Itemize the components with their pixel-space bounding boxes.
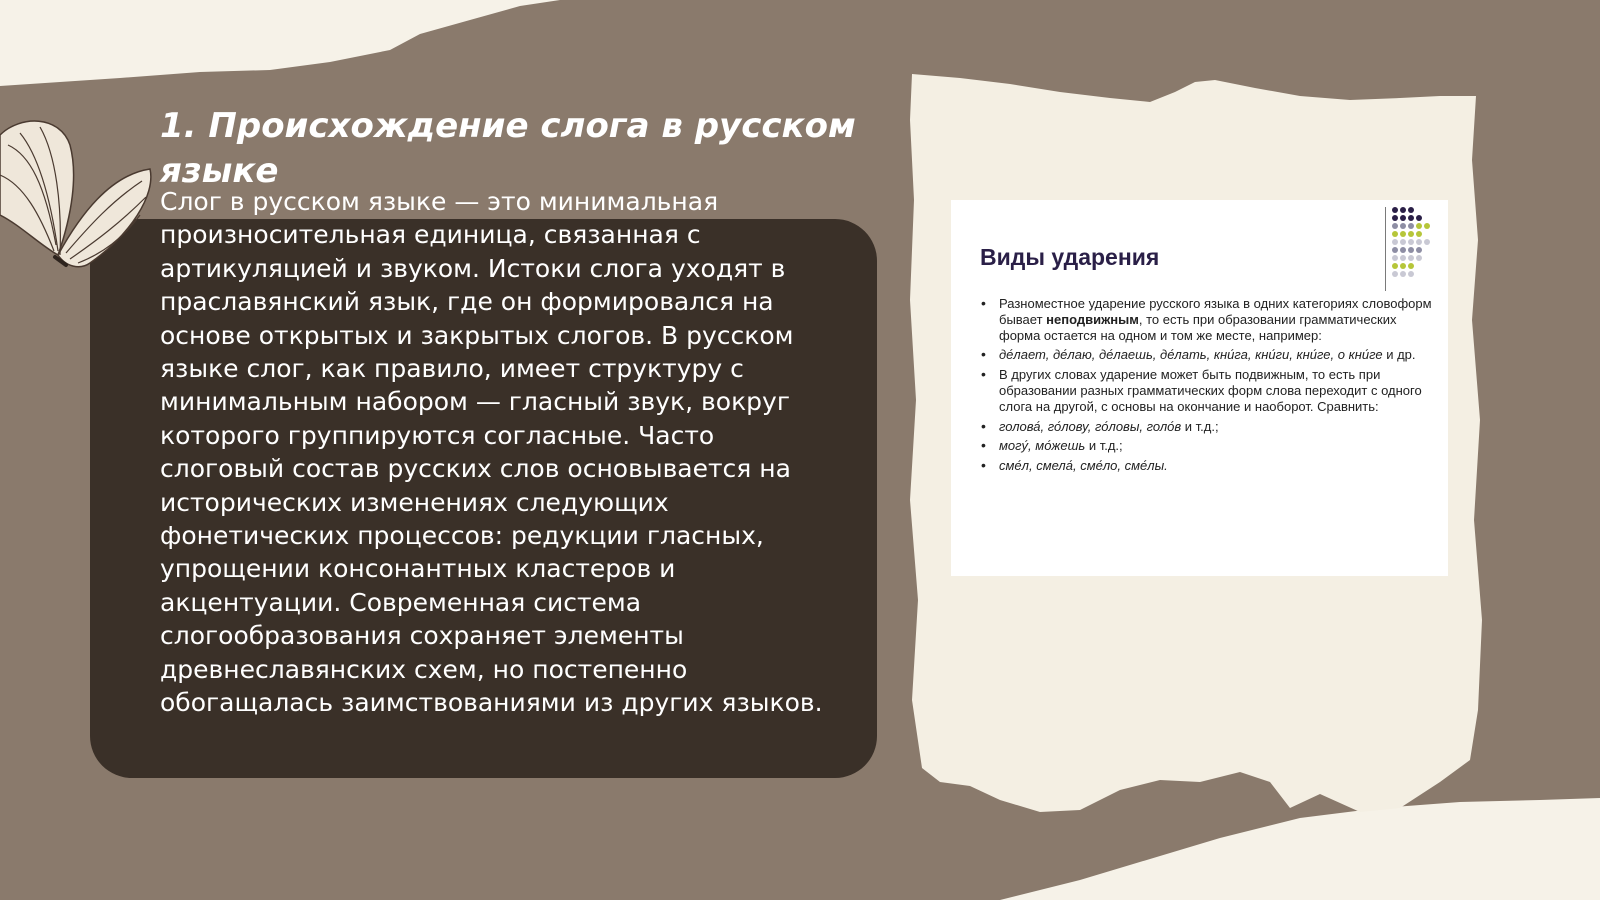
slide-title: 1. Происхождение слога в русском языке xyxy=(160,106,856,191)
list-item: • Разноместное ударение русского языка в одних категориях словоформ бывает неподвижным, то есть при образовании грамматических форма остается на одном и том же месте, например: xyxy=(980,296,1435,343)
embedded-slide-list xyxy=(980,296,1435,478)
slide-divider xyxy=(1385,207,1386,291)
list-item: • В других словах ударение может быть подвижным, то есть при образовании разных грамматических форм слова переходит с одного слога на другой, с основы на окончание и наоборот. Сравнить: xyxy=(980,367,1435,414)
list-item: • голова́, го́лову, го́ловы, голо́в и т.д.; xyxy=(980,419,1435,435)
list-item: • могу́, мо́жешь и т.д.; xyxy=(980,438,1435,454)
embedded-slide-image xyxy=(951,200,1448,576)
list-item: • де́лает, де́лаю, де́лаешь, де́лать, кни́га, кни́ги, кни́ге, о кни́ге и др. xyxy=(980,347,1435,363)
butterfly-icon xyxy=(0,105,160,275)
list-item: • сме́л, смела́, сме́ло, сме́лы. xyxy=(980,458,1435,474)
embedded-slide-title: Виды ударения xyxy=(980,244,1160,270)
dot-grid-decoration xyxy=(1391,206,1443,282)
slide-body-text: Слог в русском языке — это минимальная произносительная единица, связанная с артикуляцией и звуком. Истоки слога уходят в праславянский язык, где он формировался на основе открытых и закрытых слогов. В русском языке слог, как правило, имеет структуру с минимальным набором — гласный звук, вокруг которого группируются согласные. Часто слоговый состав русских слов основывается на исторических изменениях следующих фонетических процессов: редукции гласных, упрощении консонантных кластеров и акцентуации. Современная система слогообразования сохраняет элементы древнеславянских схем, но постепенно обогащалась заимствованиями из других языков. xyxy=(160,187,823,718)
